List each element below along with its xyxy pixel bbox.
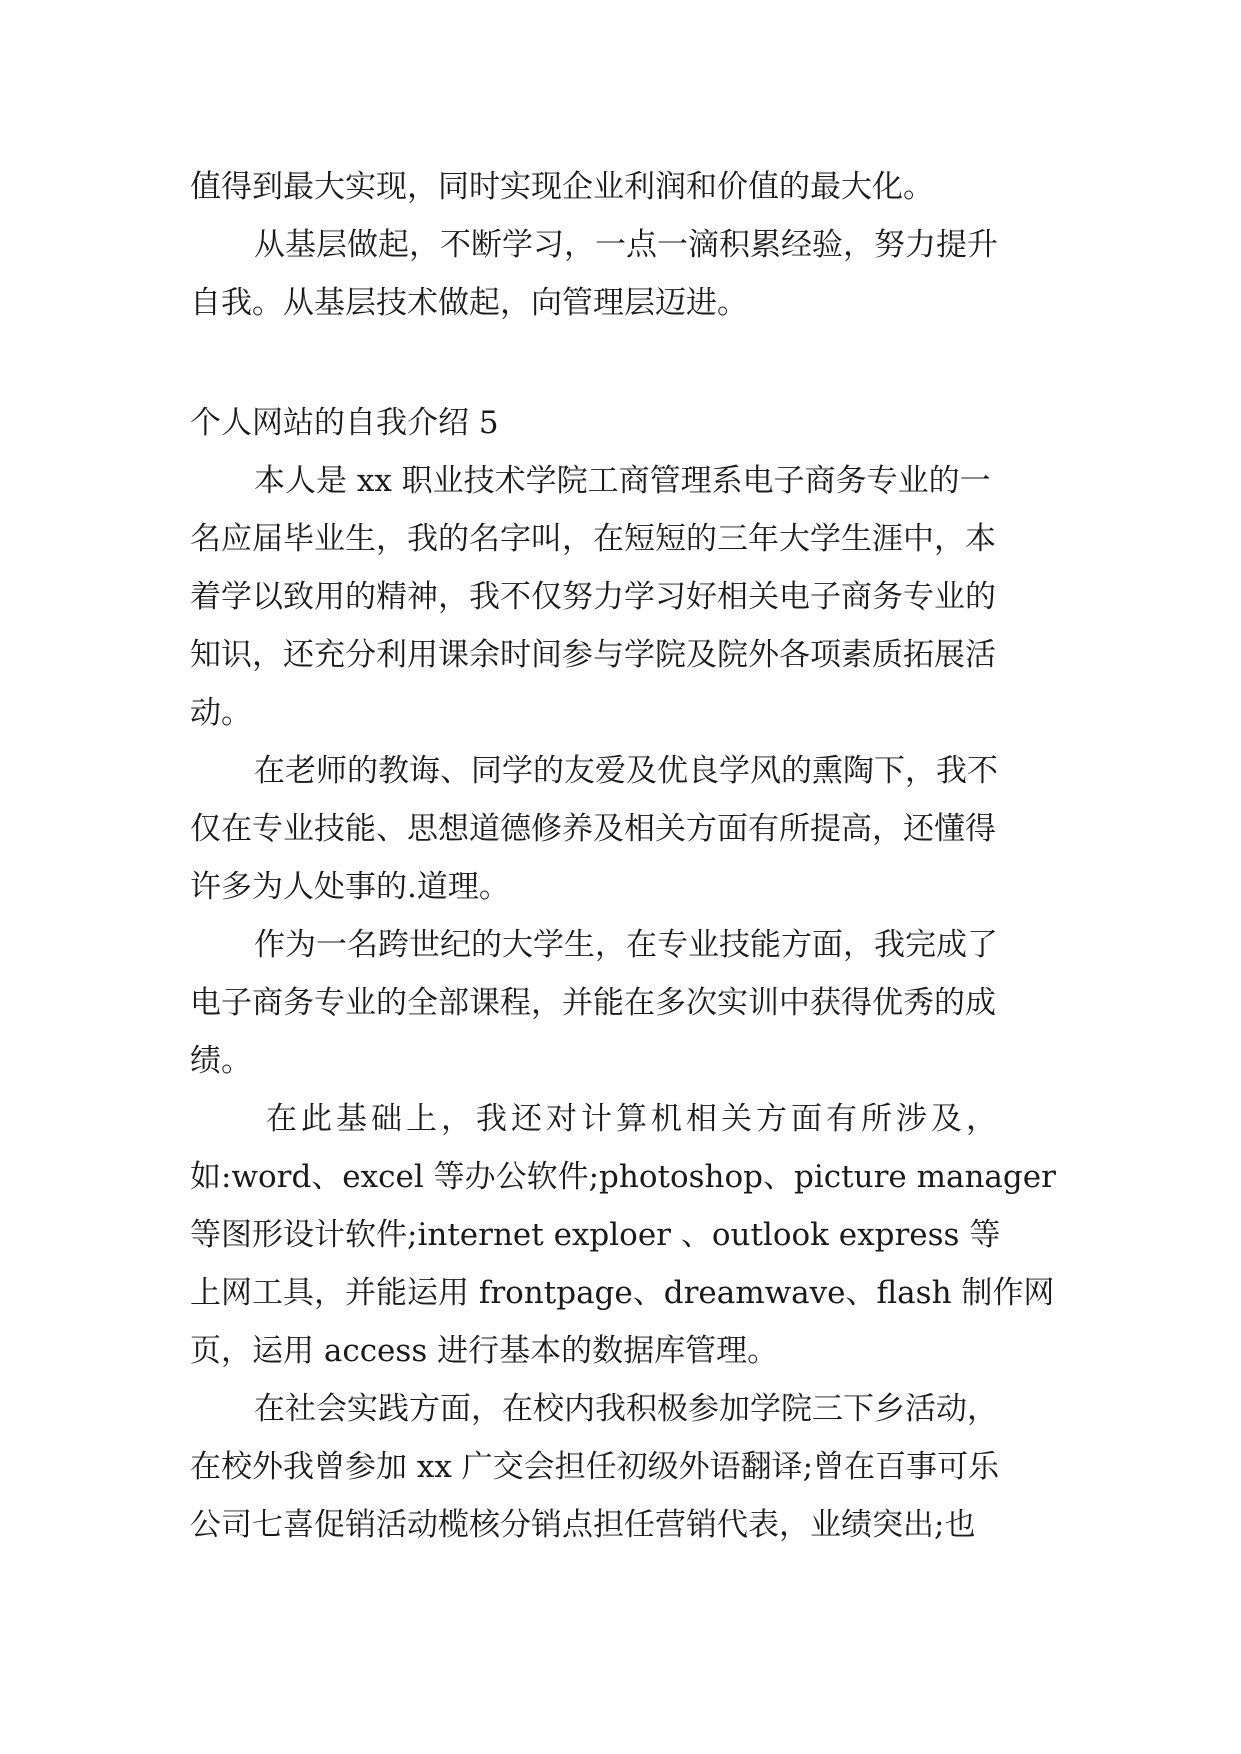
text-line: 等图形设计软件;internet exploer 、outlook express 等 bbox=[190, 1217, 1001, 1253]
text-line: 在老师的教诲、同学的友爱及优良学风的熏陶下，我不 bbox=[254, 753, 998, 789]
text-line: 在社会实践方面，在校内我积极参加学院三下乡活动， bbox=[254, 1391, 998, 1427]
text-line: 值得到最大实现，同时实现企业利润和价值的最大化。 bbox=[190, 169, 934, 205]
text-line: 知识，还充分利用课余时间参与学院及院外各项素质拓展活 bbox=[190, 637, 996, 673]
top-paragraph-1 bbox=[190, 158, 1052, 216]
text-line: 公司七喜促销活动榄核分销点担任营销代表，业绩突出;也 bbox=[190, 1507, 976, 1543]
text-line: 作为一名跨世纪的大学生，在专业技能方面，我完成了 bbox=[254, 927, 998, 963]
paragraph-4 bbox=[190, 1090, 1056, 1380]
text-line: 如:word、excel 等办公软件;photoshop、picture manager bbox=[190, 1159, 1056, 1195]
text-line: 动。 bbox=[190, 695, 252, 731]
text-line: 上网工具，并能运用 frontpage、dreamwave、flash 制作网 bbox=[190, 1275, 1055, 1311]
text-line: 电子商务专业的全部课程，并能在多次实训中获得优秀的成 bbox=[190, 985, 996, 1021]
text-line: 绩。 bbox=[190, 1043, 252, 1079]
paragraph-5 bbox=[190, 1380, 1052, 1554]
text-line: 着学以致用的精神，我不仅努力学习好相关电子商务专业的 bbox=[190, 579, 996, 615]
top-paragraph-2 bbox=[190, 216, 1052, 332]
text-line: 在校外我曾参加 xx 广交会担任初级外语翻译;曾在百事可乐 bbox=[190, 1449, 1000, 1485]
paragraph-3 bbox=[190, 916, 1052, 1090]
section-title: 个人网站的自我介绍 5 bbox=[190, 405, 499, 441]
text-line: 名应届毕业生，我的名字叫，在短短的三年大学生涯中，本 bbox=[190, 521, 996, 557]
paragraph-2 bbox=[190, 742, 1052, 916]
text-line: 在此基础上，我还对计算机相关方面有所涉及， bbox=[266, 1101, 1001, 1137]
text-line: 自我。从基层技术做起，向管理层迈进。 bbox=[190, 285, 748, 321]
paragraph-1 bbox=[190, 452, 1052, 742]
text-line: 本人是 xx 职业技术学院工商管理系电子商务专业的一 bbox=[254, 463, 991, 499]
text-line: 许多为人处事的.道理。 bbox=[190, 869, 510, 905]
text-line: 页，运用 access 进行基本的数据库管理。 bbox=[190, 1333, 779, 1369]
text-line: 从基层做起，不断学习，一点一滴积累经验，努力提升 bbox=[254, 227, 998, 263]
text-line: 仅在专业技能、思想道德修养及相关方面有所提高，还懂得 bbox=[190, 811, 996, 847]
